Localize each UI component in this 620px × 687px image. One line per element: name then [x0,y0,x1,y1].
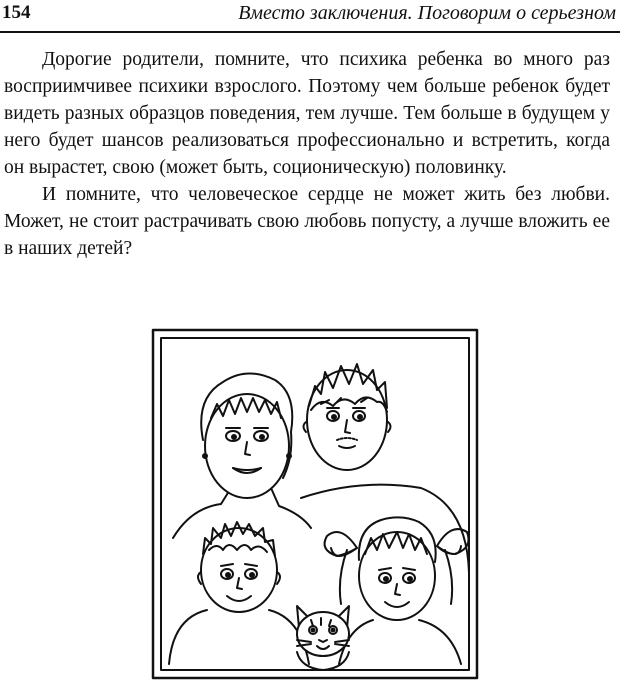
family-illustration [151,328,479,680]
body-text [4,46,610,262]
family-drawing [151,328,479,680]
paragraph-1: Дорогие родители, помните, что психика ребенка во много раз восприимчивее психики взрослого. Поэтому чем больше ребенок будет видеть разных образцов поведения, тем лучше. Тем больше в будущем у него будет шансов реализоваться профессионально и встретить, когда он вырастет, свою (может быть, соционическую) половинку. [4,49,610,178]
cat-figure [297,606,349,670]
page-number: 154 [2,2,31,23]
mother-figure [173,373,311,538]
running-title: Вместо заключения. Поговорим о серьезном [238,2,616,24]
paragraph-2: И помните, что человеческое сердце не может жить без любви. Может, не стоит растрачивать свою любовь попусту, а лучше вложить ее в наших детей? [4,184,610,259]
page-header [0,0,620,36]
header-rule [0,31,620,33]
boy-figure [169,522,309,664]
